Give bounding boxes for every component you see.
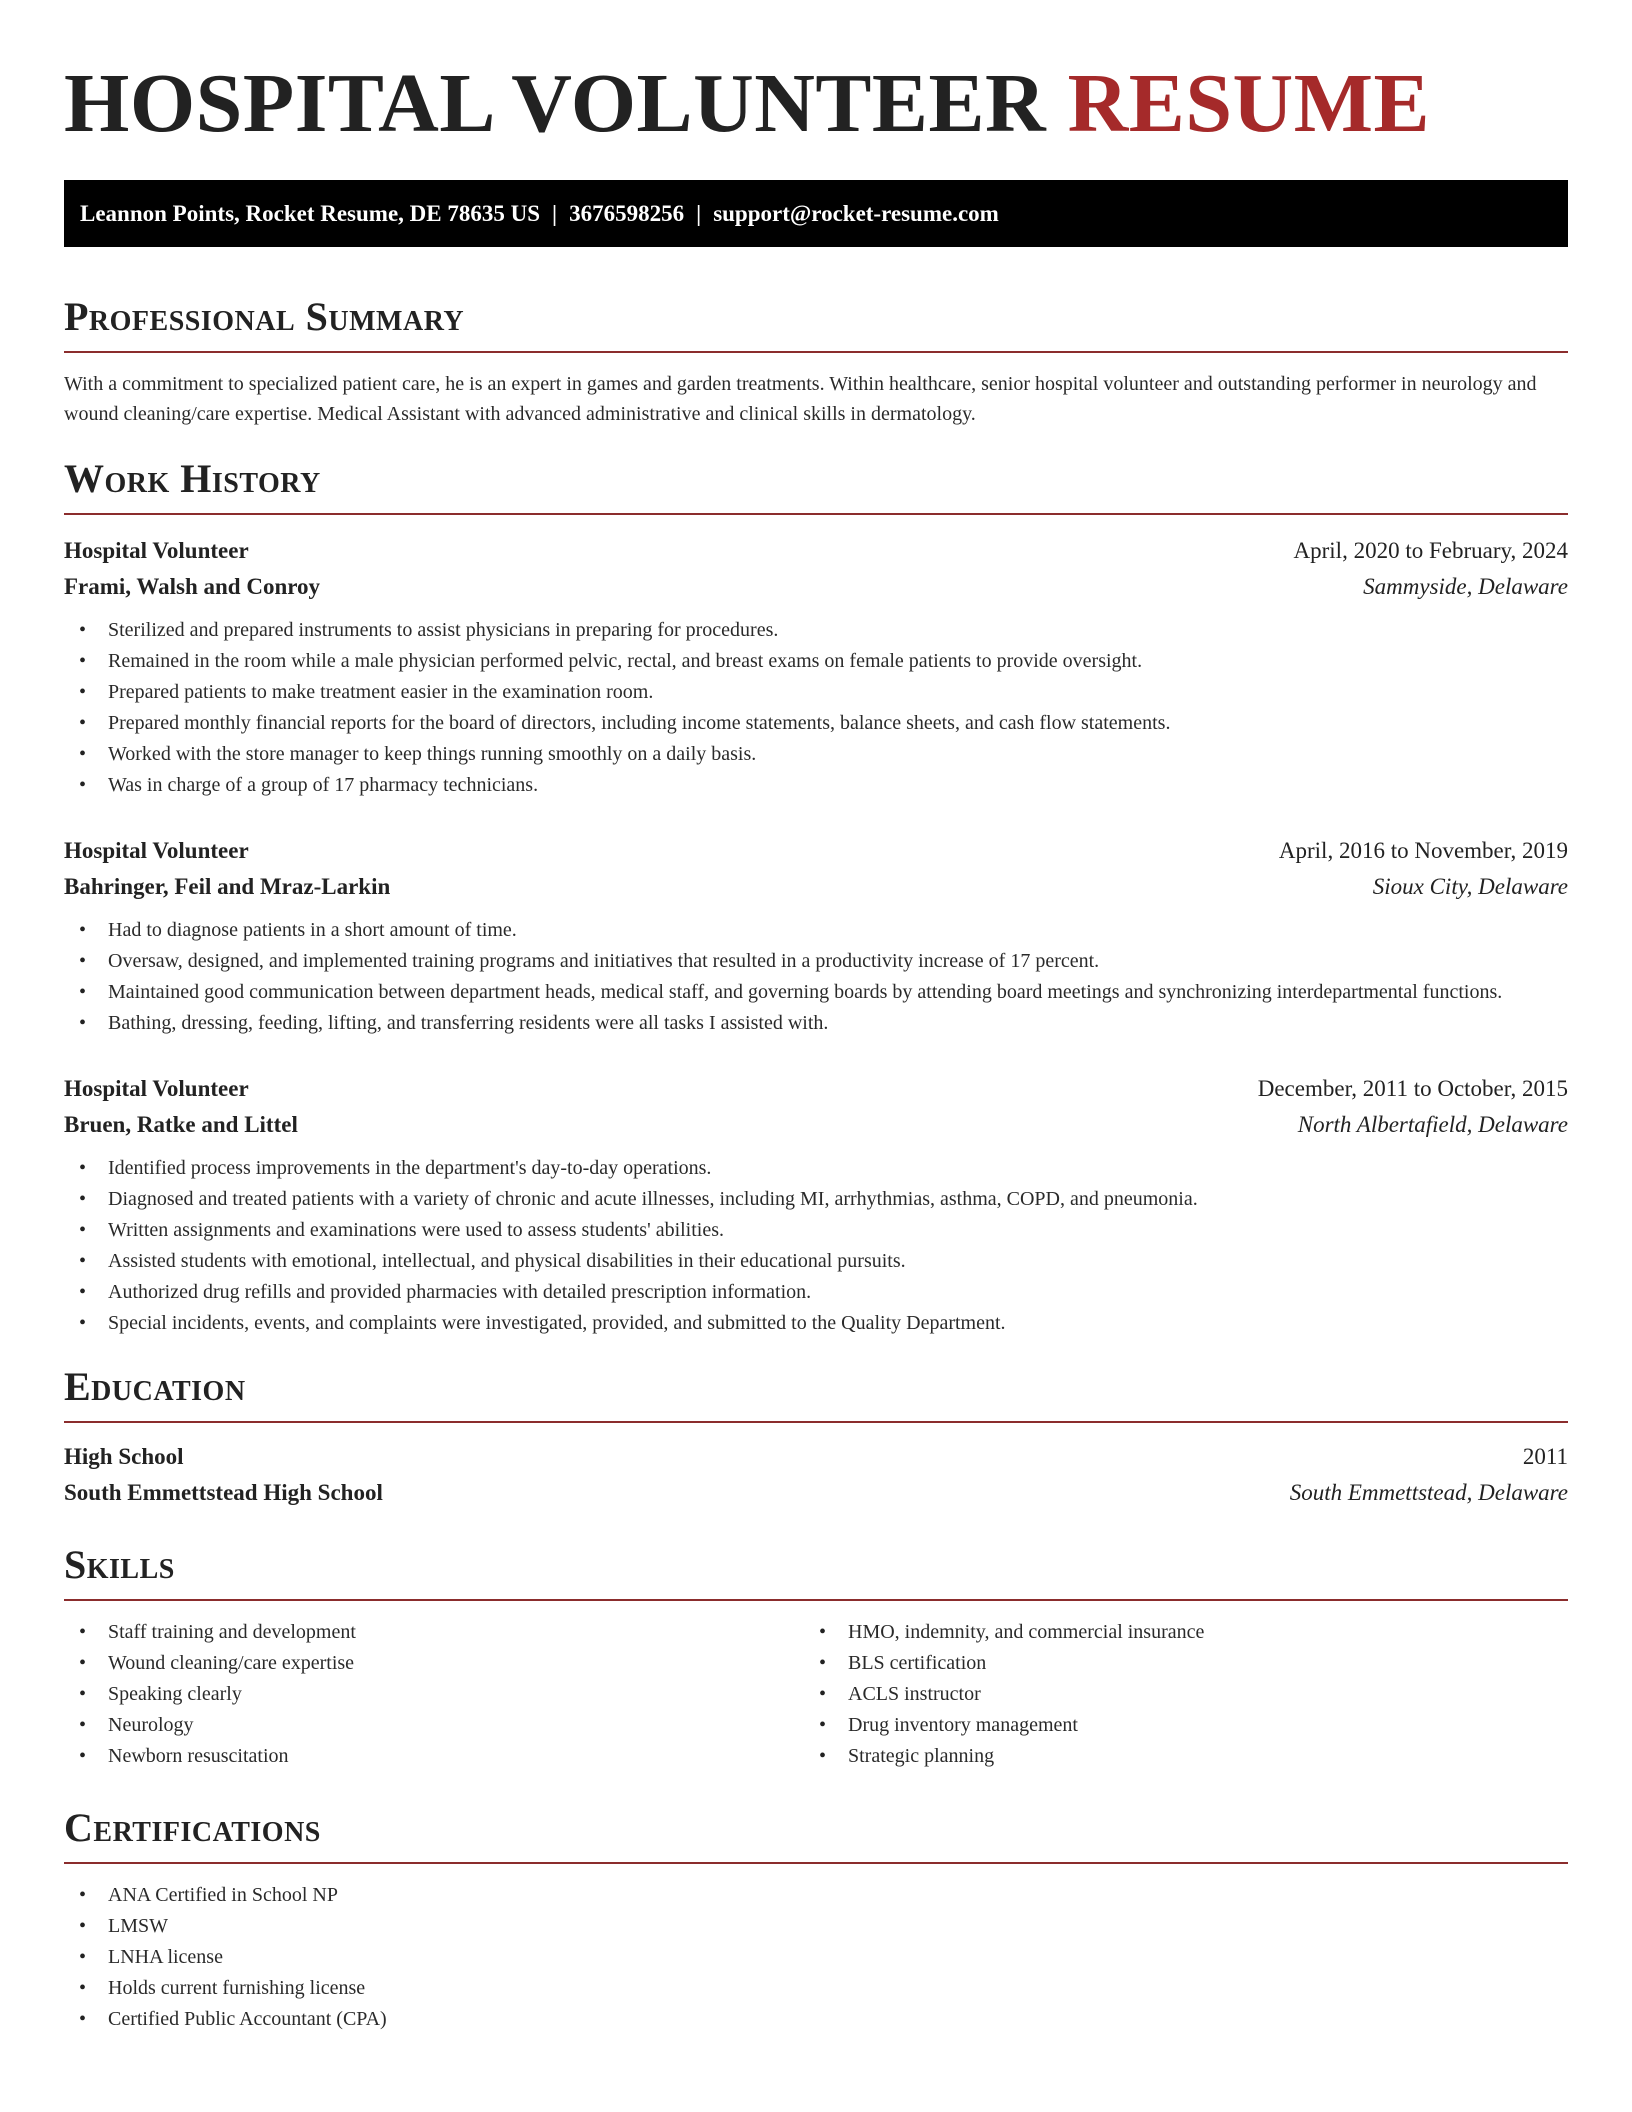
job-bullet: • Written assignments and examinations were used to assess students' abilities. [64,1215,1568,1246]
job-bullet: • Assisted students with emotional, intellectual, and physical disabilities in their educational pursuits. [64,1246,1568,1277]
skills-list-left [64,1617,804,1772]
job-header-row [64,533,1568,569]
job-bullets [64,915,1568,1039]
job-dates: April, 2016 to November, 2019 [1278,838,1568,863]
job-company: Bahringer, Feil and Mraz-Larkin [64,874,391,899]
job-bullets [64,615,1568,801]
contact-email[interactable]: support@rocket-resume.com [713,201,999,226]
contact-separator: | [552,201,558,226]
skill-item: • Newborn resuscitation [64,1741,804,1772]
job-bullet: • Maintained good communication between department heads, medical staff, and governing boards by attending board meetings and synchronizing interdepartmental functions. [64,977,1568,1008]
job-bullet: • Diagnosed and treated patients with a variety of chronic and acute illnesses, including MI, arrhythmias, asthma, COPD, and pneumonia. [64,1184,1568,1215]
skill-item: • HMO, indemnity, and commercial insurance [804,1617,1544,1648]
section-divider [64,351,1568,353]
section-heading-certifications: Certifications [64,1805,321,1850]
certification-item: • Certified Public Accountant (CPA) [64,2004,1568,2035]
education-year: 2011 [1522,1444,1568,1469]
contact-address: Leannon Points, Rocket Resume, DE 78635 US [80,201,541,226]
job-header-row [64,1071,1568,1107]
skill-item: • Wound cleaning/care expertise [64,1648,804,1679]
contact-phone[interactable]: 3676598256 [569,201,685,226]
resume-title [64,0,1568,152]
education-location: South Emmettstead, Delaware [1289,1480,1568,1505]
job-bullet: • Was in charge of a group of 17 pharmacy technicians. [64,770,1568,801]
summary-section [64,293,1568,429]
job-company-row [64,1107,1568,1143]
section-divider [64,513,1568,515]
job-company-row [64,569,1568,605]
job-bullet: • Remained in the room while a male physician performed pelvic, rectal, and breast exams on female patients to provide oversight. [64,646,1568,677]
title-main: HOSPITAL VOLUNTEER [64,57,1047,150]
certification-item: • Holds current furnishing license [64,1973,1568,2004]
certification-item: • ANA Certified in School NP [64,1880,1568,1911]
job-company: Frami, Walsh and Conroy [64,574,321,599]
job-dates: December, 2011 to October, 2015 [1257,1076,1568,1101]
skill-item: • Neurology [64,1710,804,1741]
section-heading-summary: Professional Summary [64,294,465,339]
job-bullet: • Had to diagnose patients in a short amount of time. [64,915,1568,946]
education-section [64,1363,1568,1511]
job-bullet: • Worked with the store manager to keep things running smoothly on a daily basis. [64,739,1568,770]
job-bullet: • Prepared patients to make treatment easier in the examination room. [64,677,1568,708]
job-entry [64,1071,1568,1339]
job-company: Bruen, Ratke and Littel [64,1112,298,1137]
section-heading-education: Education [64,1364,246,1409]
skill-item: • Speaking clearly [64,1679,804,1710]
job-entry [64,533,1568,801]
skills-columns [64,1617,1568,1772]
skill-item: • ACLS instructor [804,1679,1544,1710]
job-location: North Albertafield, Delaware [1297,1112,1568,1137]
education-entry [64,1439,1568,1511]
job-bullet: • Bathing, dressing, feeding, lifting, and transferring residents were all tasks I assisted with. [64,1008,1568,1039]
job-location: Sioux City, Delaware [1372,874,1568,899]
job-bullet: • Oversaw, designed, and implemented training programs and initiatives that resulted in a productivity increase of 17 percent. [64,946,1568,977]
job-entry [64,833,1568,1039]
job-dates: April, 2020 to February, 2024 [1293,538,1568,563]
job-title: Hospital Volunteer [64,1076,249,1101]
certifications-list [64,1880,1568,2035]
skills-list-right [804,1617,1544,1772]
certification-item: • LNHA license [64,1942,1568,1973]
education-school-row [64,1475,1568,1511]
job-bullet: • Sterilized and prepared instruments to assist physicians in preparing for procedures. [64,615,1568,646]
skills-section [64,1541,1568,1772]
skill-item: • BLS certification [804,1648,1544,1679]
section-heading-skills: Skills [64,1542,175,1587]
title-accent: RESUME [1067,57,1431,150]
contact-bar [64,180,1568,247]
contact-separator: | [696,201,702,226]
job-bullet: • Prepared monthly financial reports for the board of directors, including income statements, balance sheets, and cash flow statements. [64,708,1568,739]
job-bullet: • Special incidents, events, and complaints were investigated, provided, and submitted to the Quality Department. [64,1308,1568,1339]
section-divider [64,1599,1568,1601]
section-divider [64,1421,1568,1423]
education-school: South Emmettstead High School [64,1480,383,1505]
job-title: Hospital Volunteer [64,838,249,863]
certification-item: • LMSW [64,1911,1568,1942]
education-header-row [64,1439,1568,1475]
summary-text: With a commitment to specialized patient care, he is an expert in games and garden treatments. Within healthcare, senior hospital volunteer and outstanding performer in neurology and wound cleaning/care expertise. Medical Assistant with advanced administrative and clinical skills in dermatology. [64,373,1537,425]
education-degree: High School [64,1444,184,1469]
section-heading-work-history: Work History [64,456,321,501]
job-bullet: • Authorized drug refills and provided pharmacies with detailed prescription information. [64,1277,1568,1308]
work-history-section [64,455,1568,1339]
job-header-row [64,833,1568,869]
job-company-row [64,869,1568,905]
skill-item: • Staff training and development [64,1617,804,1648]
job-title: Hospital Volunteer [64,538,249,563]
skill-item: • Strategic planning [804,1741,1544,1772]
job-bullets [64,1153,1568,1339]
skill-item: • Drug inventory management [804,1710,1544,1741]
job-bullet: • Identified process improvements in the department's day-to-day operations. [64,1153,1568,1184]
certifications-section [64,1804,1568,2035]
section-divider [64,1862,1568,1864]
job-location: Sammyside, Delaware [1363,574,1568,599]
